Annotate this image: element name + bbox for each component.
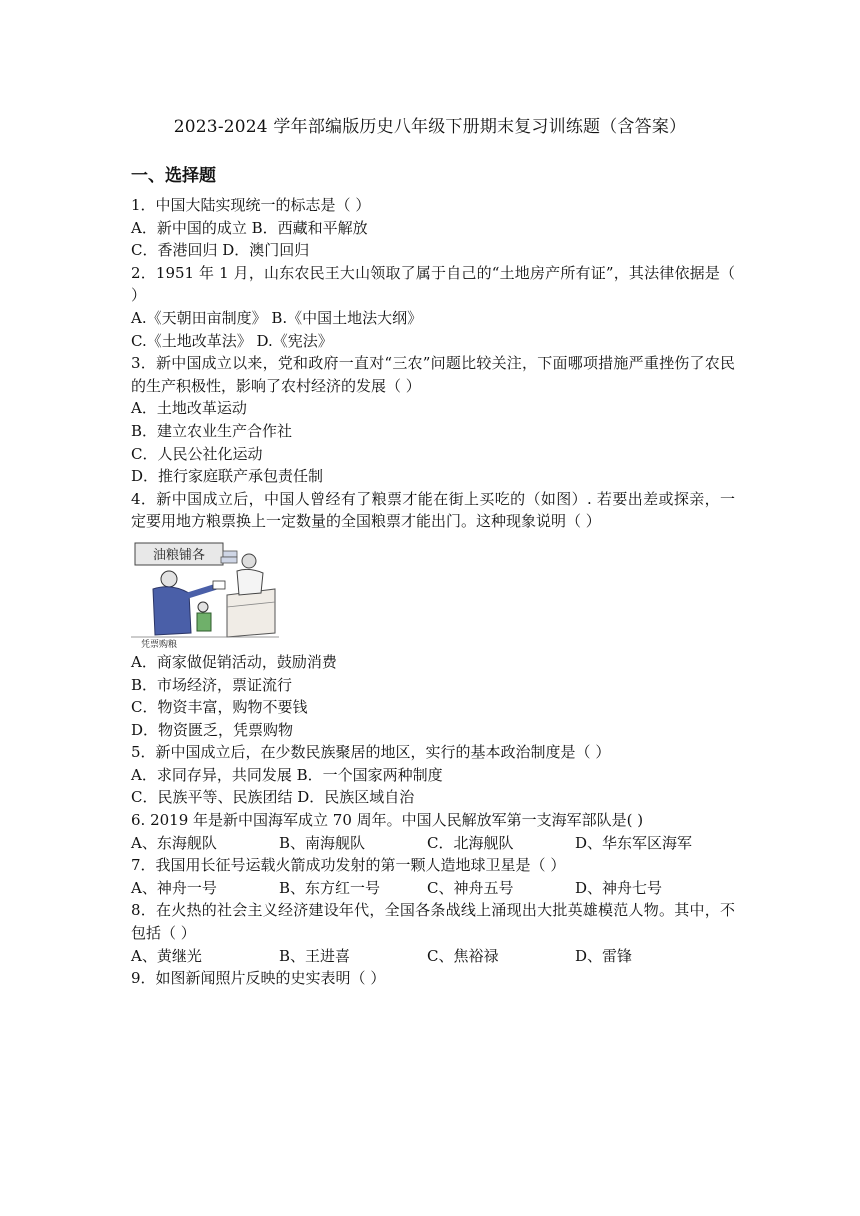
question-3-option-a: A．土地改革运动 (131, 399, 247, 418)
question-7-option-d: D、神舟七号 (575, 878, 663, 897)
question-7-option-c: C、神舟五号 (427, 878, 514, 897)
section-heading: 一、选择题 (131, 166, 216, 186)
question-6-option-a: A、东海舰队 (131, 833, 217, 852)
question-6-options (131, 832, 735, 855)
question-4-option-b: B．市场经济，票证流行 (131, 675, 293, 694)
question-5-options-row-2: C．民族平等、民族团结 D．民族区域自治 (131, 788, 415, 807)
question-9-stem: 9．如图新闻照片反映的史实表明（ ） (131, 969, 386, 988)
question-6-stem: 6. 2019 年是新中国海军成立 70 周年。中国人民解放军第一支海军部队是( ) (131, 811, 644, 830)
page-title: 2023-2024 学年部编版历史八年级下册期末复习训练题（含答案） (173, 117, 687, 137)
question-2-options-row-1: A.《天朝田亩制度》 B.《中国土地法大纲》 (131, 308, 423, 327)
question-1-options-row-1: A．新中国的成立 B．西藏和平解放 (131, 218, 368, 237)
question-8-stem: 8．在火热的社会主义经济建设年代，全国各条战线上涌现出大批英雄模范人物。其中，不包括（ ） (131, 901, 735, 943)
question-4-option-c: C．物资丰富，购物不要钱 (131, 698, 308, 717)
question-7-option-b: B、东方红一号 (279, 878, 381, 897)
question-3-option-b: B．建立农业生产合作社 (131, 421, 293, 440)
question-1-stem: 1．中国大陆实现统一的标志是（ ） (131, 196, 371, 214)
question-list (131, 194, 735, 990)
question-3-stem: 3．新中国成立以来，党和政府一直对“三农”问题比较关注，下面哪项措施严重挫伤了农民的生产积极性，影响了农村经济的发展（ ） (131, 354, 735, 395)
question-4-option-d: D．物资匮乏，凭票购物 (131, 720, 294, 739)
question-5-options-row-1: A．求同存异，共同发展 B．一个国家两种制度 (131, 765, 443, 784)
question-8-option-b: B、王进喜 (279, 946, 351, 965)
grain-ticket-drawing (131, 537, 279, 649)
question-6-option-c: C．北海舰队 (427, 833, 514, 852)
question-8-option-d: D、雷锋 (575, 946, 633, 965)
question-3-option-d: D．推行家庭联产承包责任制 (131, 467, 324, 486)
question-2-options-row-2: C.《土地改革法》 D.《宪法》 (131, 331, 333, 350)
question-5-stem: 5．新中国成立后，在少数民族聚居的地区，实行的基本政治制度是（ ） (131, 743, 611, 762)
grain-ticket-illustration (131, 537, 279, 649)
question-7-stem: 7．我国用长征号运载火箭成功发射的第一颗人造地球卫星是（ ） (131, 856, 566, 875)
question-8-options (131, 945, 735, 968)
question-7-options (131, 877, 735, 900)
question-4-stem: 4．新中国成立后，中国人曾经有了粮票才能在街上买吃的（如图）. 若要出差或探亲，一定要用地方粮票换上一定数量的全国粮票才能出门。这种现象说明（ ） (131, 489, 735, 531)
question-8-option-c: C、焦裕禄 (427, 946, 499, 965)
illustration-caption: 凭票购粮 (141, 639, 178, 649)
question-7-option-a: A、神舟一号 (131, 878, 217, 897)
question-3-option-c: C．人民公社化运动 (131, 444, 263, 463)
question-2-stem: 2．1951 年 1 月，山东农民王大山领取了属于自己的“土地房产所有证”，其法律依据是（ ） (131, 263, 735, 305)
question-8-option-a: A、黄继光 (131, 946, 202, 965)
question-6-option-d: D、华东军区海军 (575, 833, 693, 852)
shop-sign-text: 油粮铺各 (152, 547, 206, 563)
question-6-option-b: B、南海舰队 (279, 833, 366, 852)
question-4-option-a: A．商家做促销活动，鼓励消费 (131, 652, 337, 671)
question-1-options-row-2: C．香港回归 D．澳门回归 (131, 241, 310, 260)
